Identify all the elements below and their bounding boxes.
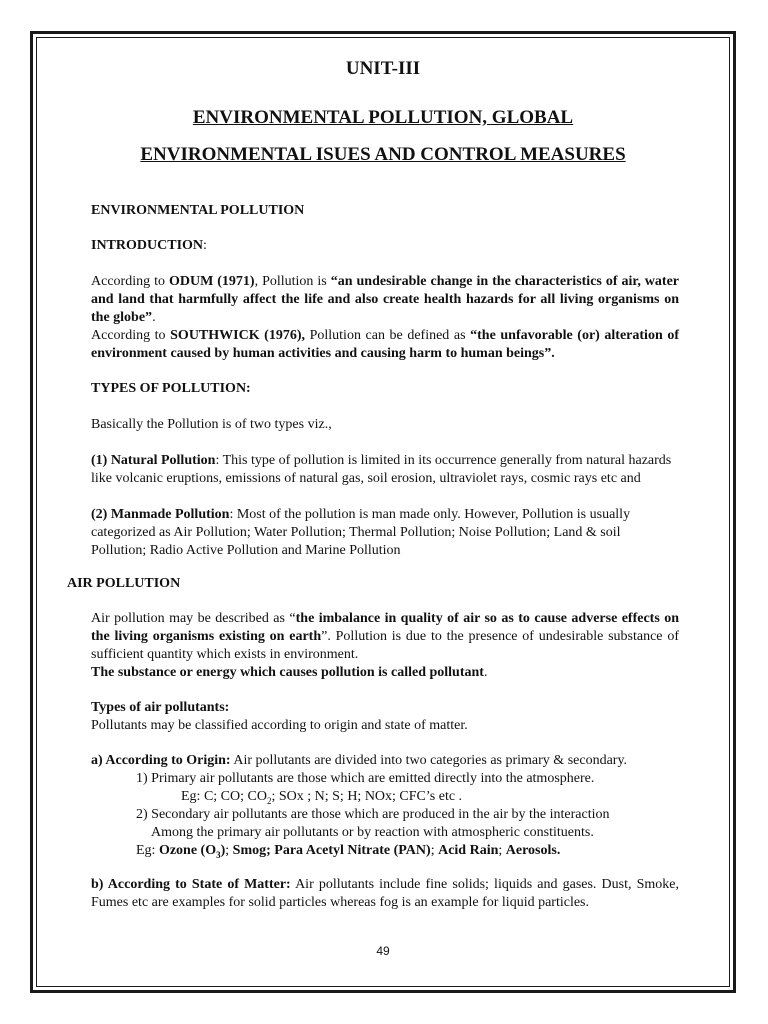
- page-number: 49: [376, 944, 390, 958]
- unit-heading: UNIT-III: [345, 58, 421, 79]
- section-environmental-pollution: ENVIRONMENTAL POLLUTION: [91, 203, 305, 218]
- types-of-air-pollutants-heading: Types of air pollutants:: [91, 700, 230, 715]
- types-of-air-pollutants-text: Pollutants may be classified according to origin and state of matter.: [91, 718, 468, 733]
- secondary-pollutants-examples: Eg: Ozone $(O_3)$; Smog; Para Acetyl Nitrate (PAN); Acid Rain; Aerosols.: [136, 843, 561, 860]
- secondary-pollutants-text-2: Among the primary air pollutants or by reaction with atmospheric constituents.: [151, 825, 594, 840]
- introduction-heading: INTRODUCTION:: [91, 238, 207, 253]
- pollutant-definition: The substance or energy which causes pollution is called pollutant.: [91, 665, 488, 680]
- air-pollution-heading: AIR POLLUTION: [67, 576, 181, 591]
- definition-southwick: According to SOUTHWICK (1976), Pollution can be defined as “the unfavorable (or) alteration of environment caused by human activities and causing harm to human beings”.: [91, 328, 679, 361]
- title-line-2: ENVIRONMENTAL ISUES AND CONTROL MEASURES: [140, 144, 626, 165]
- manmade-pollution-paragraph: (2) Manmade Pollution: Most of the pollution is man made only. However, Pollution is usually categorized as Air Pollution; Water Pollution; Thermal Pollution; Noise Pollution; Land & soil Pollution; Radio Active Pollution and Marine Pollution: [91, 507, 631, 558]
- primary-pollutants-text: 1) Primary air pollutants are those which are emitted directly into the atmosphere.: [136, 771, 595, 786]
- secondary-pollutants-text-1: 2) Secondary air pollutants are those which are produced in the air by the interaction: [136, 807, 610, 822]
- according-to-state-of-matter: b) According to State of Matter: Air pollutants include fine solids; liquids and gases. Dust, Smoke, Fumes etc are examples for solid particles whereas fog is an example for liquid particles.: [91, 877, 679, 910]
- natural-pollution-paragraph: (1) Natural Pollution: This type of pollution is limited in its occurrence generally from natural hazards like volcanic eruptions, emissions of natural gas, soil erosion, ultraviolet rays, cosmic rays etc and: [91, 453, 672, 486]
- primary-pollutants-examples: Eg: C; CO; $CO_2$; SOx ; N; S; H; NOx; CFC’s etc .: [181, 789, 463, 806]
- types-of-pollution-heading: TYPES OF POLLUTION:: [91, 381, 251, 396]
- according-to-origin: a) According to Origin: Air pollutants are divided into two categories as primary & secondary.: [91, 753, 628, 768]
- types-intro: Basically the Pollution is of two types viz.,: [91, 417, 332, 432]
- definition-odum: According to ODUM (1971), Pollution is “an undesirable change in the characteristics of air, water and land that harmfully affect the life and also create health hazards for all living organisms on the globe”.: [91, 274, 679, 325]
- air-pollution-definition: Air pollution may be described as “the imbalance in quality of air so as to cause adverse effects on the living organisms existing on earth”. Pollution is due to the presence of undesirable substance of sufficient quantity which exists in environment.: [91, 611, 680, 662]
- title-line-1: ENVIRONMENTAL POLLUTION, GLOBAL: [192, 107, 574, 128]
